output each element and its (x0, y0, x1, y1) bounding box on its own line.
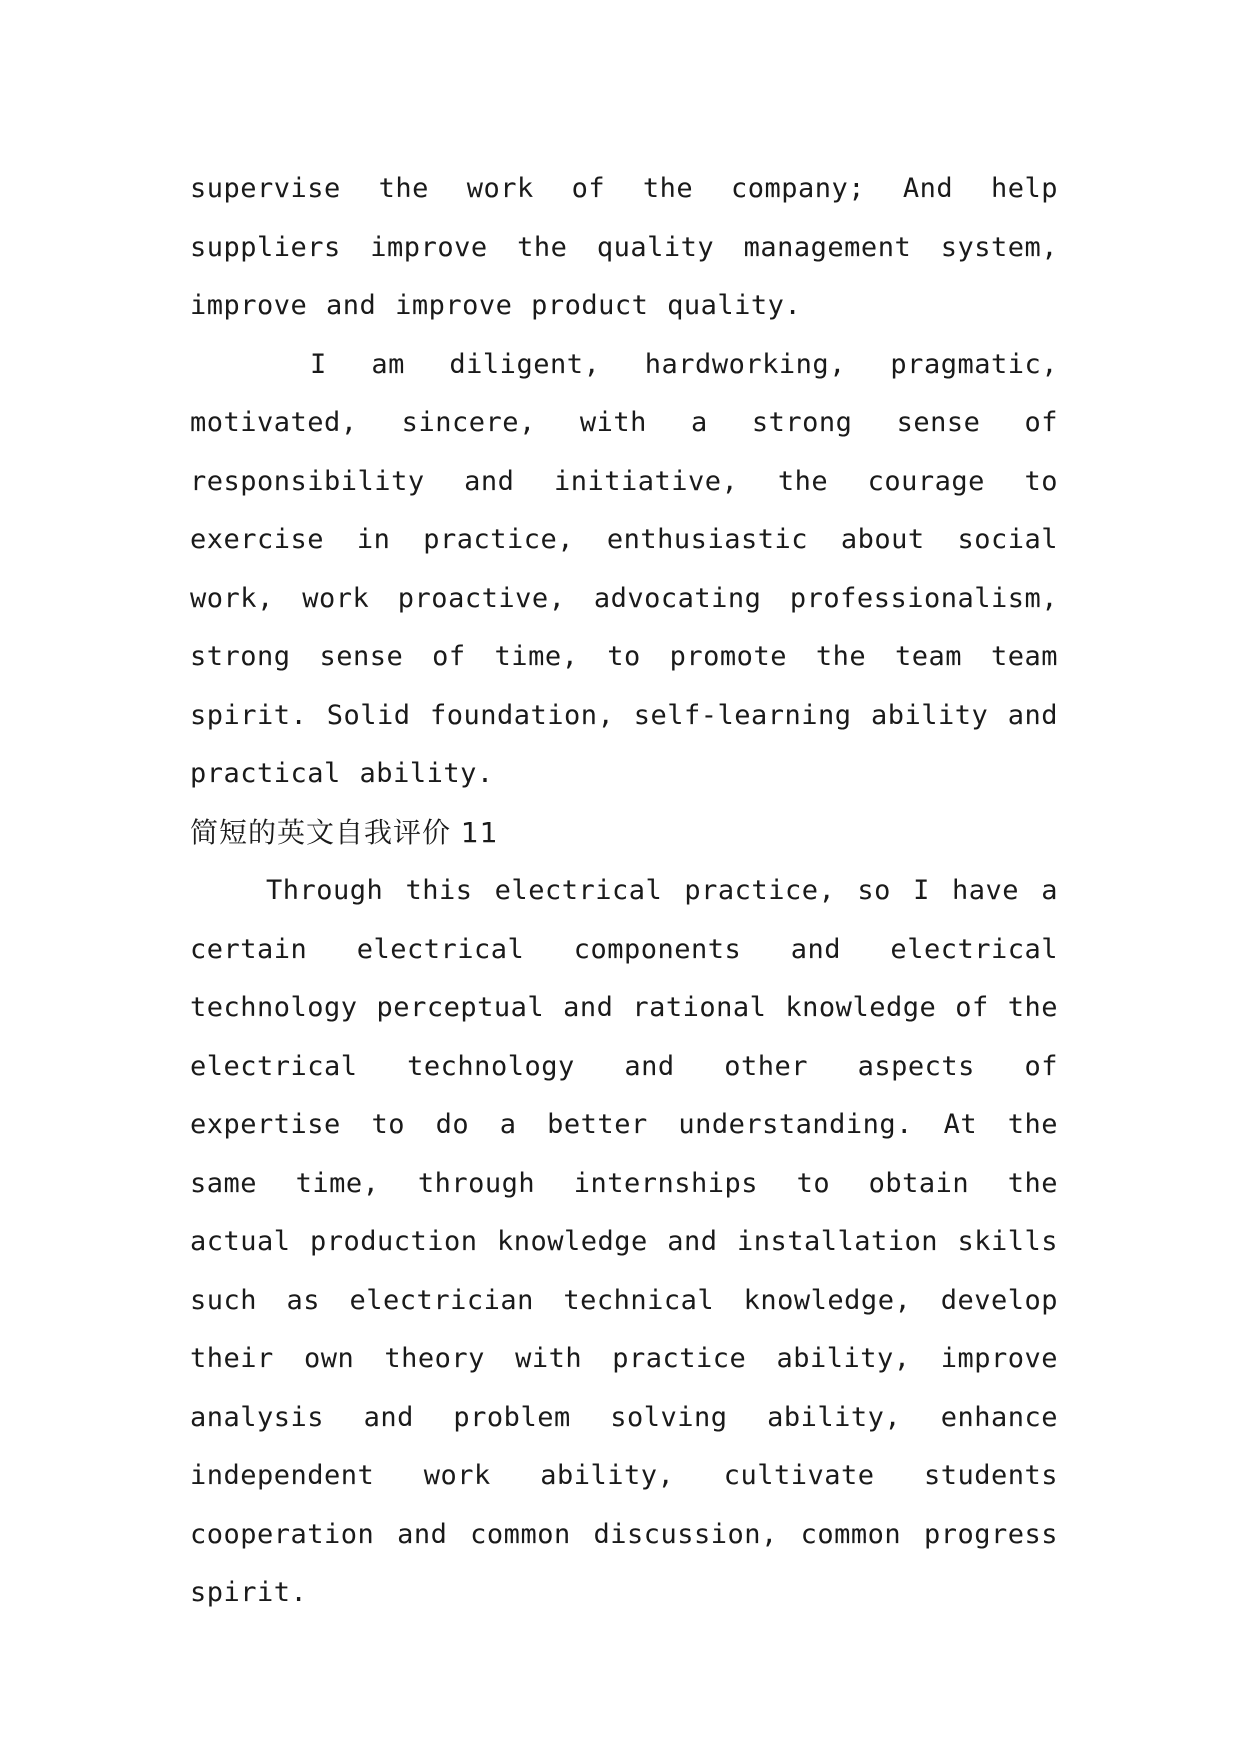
paragraph-electrical-practice: Through this electrical practice, so I have a certain electrical components and electrical technology perceptual and rational knowledge of the electrical technology and other aspects of expertise to do a better understanding. At the same time, through internships to obtain the actual production knowledge and installation skills such as electrician technical knowledge, develop their own theory with practice ability, improve analysis and problem solving ability, enhance independent work ability, cultivate students cooperation and common discussion, common progress spirit. (190, 875, 1058, 1608)
document-body (190, 160, 1058, 1623)
section-heading: 简短的英文自我评价 11 (190, 815, 499, 849)
paragraph-self-description: I am diligent, hardworking, pragmatic, motivated, sincere, with a strong sense of responsibility and initiative, the courage to exercise in practice, enthusiastic about social work, work proactive, advocating professionalism, strong sense of time, to promote the team team spirit. Solid foundation, self-learning ability and practical ability. (190, 348, 1058, 789)
paragraph-continued: supervise the work of the company; And help suppliers improve the quality management system, improve and improve product quality. (190, 173, 1058, 321)
